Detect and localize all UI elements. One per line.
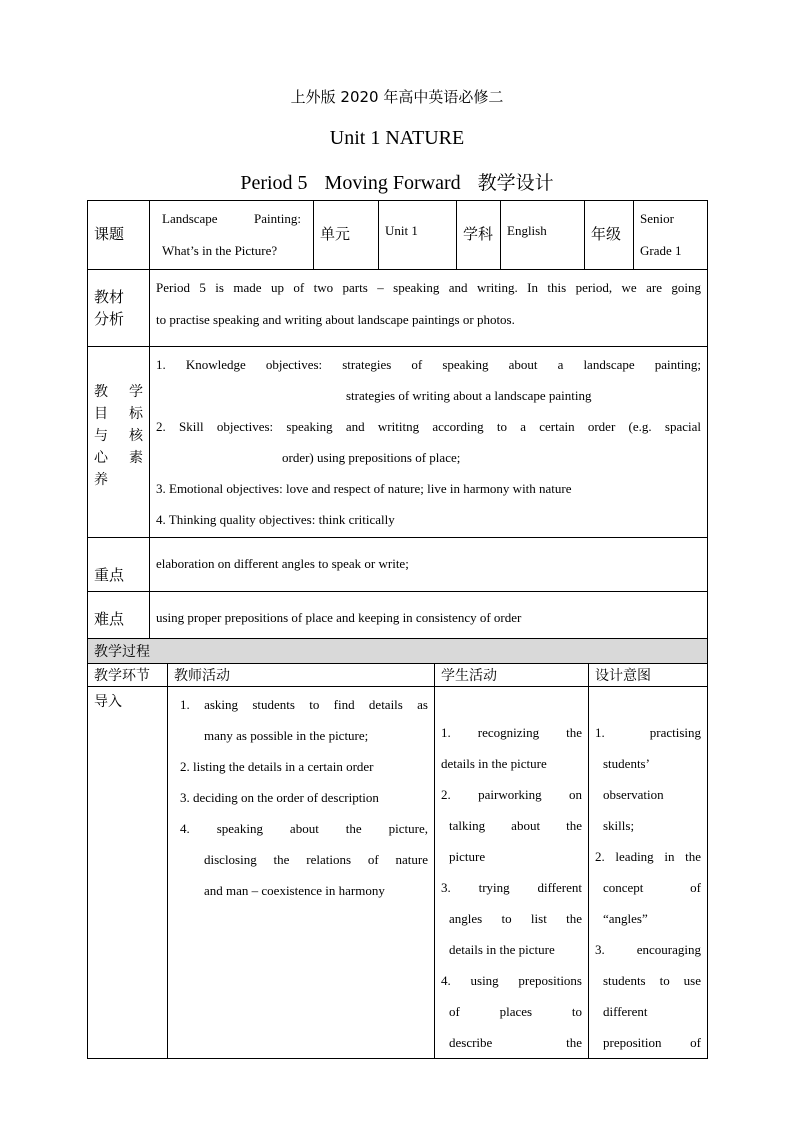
objectives-label — [88, 347, 150, 538]
topic-line-1: Landscape Painting: — [162, 211, 301, 226]
objective-line: 4. Thinking quality objectives: think critically — [156, 512, 395, 527]
objectives-text — [150, 347, 708, 538]
objective-line: order) using prepositions of place; — [282, 450, 461, 465]
teacher-line: 4. speaking about the picture, — [180, 821, 428, 836]
process-section-title: 教学过程 — [88, 639, 708, 664]
analysis-line-2: to practise speaking and writing about landscape paintings or photos. — [156, 312, 515, 327]
analysis-label-line-1: 教材 — [94, 288, 125, 306]
objective-line: strategies of writing about a landscape painting — [346, 388, 592, 403]
intent-line: “angles” — [603, 911, 648, 926]
unit-value: Unit 1 — [379, 201, 457, 270]
teacher-line: and man – coexistence in harmony — [204, 883, 385, 898]
unit-title: Unit 1 NATURE — [329, 127, 465, 149]
objectives-label-char: 心 — [94, 450, 108, 466]
grade-line-2: Grade 1 — [640, 243, 682, 258]
topic-line-2: What’s in the Picture? — [162, 243, 278, 258]
objectives-label-char: 标 — [129, 406, 143, 422]
period-suffix: 教学设计 — [477, 172, 554, 194]
design-intent-cell — [589, 687, 708, 1059]
analysis-label-line-2: 分析 — [94, 310, 125, 328]
objective-line: 3. Emotional objectives: love and respect of nature; live in harmony with nature — [156, 481, 572, 496]
intent-line: preposition of — [603, 1035, 701, 1050]
student-line: picture — [449, 849, 486, 864]
objectives-label-char: 目 — [94, 406, 108, 422]
teacher-line: 1. asking students to find details as — [180, 697, 428, 712]
intent-line: skills; — [603, 818, 635, 833]
student-line: 4. using prepositions — [441, 973, 582, 988]
key-point-label: 重点 — [88, 538, 150, 592]
student-line: 2. pairworking on — [441, 787, 582, 802]
teacher-line: 2. listing the details in a certain order — [180, 759, 374, 774]
student-line: describe the — [449, 1035, 582, 1050]
student-line: details in the picture — [449, 942, 555, 957]
teacher-activity-cell — [168, 687, 435, 1059]
objectives-label-char: 核 — [129, 428, 143, 444]
grade-label: 年级 — [585, 201, 634, 270]
teacher-line: disclosing the relations of nature — [204, 852, 428, 867]
student-line: of places to — [449, 1004, 582, 1019]
objectives-label-char: 素 — [129, 450, 143, 466]
intent-line: 2. leading in the — [595, 849, 701, 864]
analysis-text — [150, 270, 708, 347]
objectives-label-char: 教 — [94, 384, 108, 400]
teacher-line: 3. deciding on the order of description — [180, 790, 379, 805]
subject-value: English — [501, 201, 585, 270]
student-line: angles to list the — [449, 911, 582, 926]
period-topic: Moving Forward — [324, 172, 461, 194]
column-header-teacher: 教师活动 — [168, 664, 435, 687]
unit-label: 单元 — [314, 201, 379, 270]
student-line: 1. recognizing the — [441, 725, 582, 740]
column-header-stage: 教学环节 — [88, 664, 168, 687]
student-activity-cell — [435, 687, 589, 1059]
teaching-process-table — [87, 638, 708, 1059]
document-title-cn: 上外版 2020 年高中英语必修二 — [290, 88, 504, 106]
intent-line: observation — [603, 787, 664, 802]
objective-line: 2. Skill objectives: speaking and writitng according to a certain order (e.g. spacial — [156, 419, 701, 434]
column-header-student: 学生活动 — [435, 664, 589, 687]
lesson-info-table — [87, 200, 708, 647]
objectives-label-char: 养 — [94, 472, 108, 488]
intent-line: different — [603, 1004, 648, 1019]
key-point-text: elaboration on different angles to speak or write; — [150, 538, 708, 592]
intent-line: 1. practising — [595, 725, 701, 740]
analysis-label — [88, 270, 150, 347]
intent-line: 3. encouraging — [595, 942, 701, 957]
column-header-intent: 设计意图 — [589, 664, 708, 687]
stage-cell: 导入 — [88, 687, 168, 1059]
topic-value — [150, 201, 314, 270]
grade-value — [634, 201, 708, 270]
intent-line: concept of — [603, 880, 701, 895]
intent-line: students to use — [603, 973, 701, 988]
difficulty-label: 难点 — [88, 592, 150, 647]
difficulty-text: using proper prepositions of place and keeping in consistency of order — [150, 592, 708, 647]
teacher-line: many as possible in the picture; — [204, 728, 369, 743]
analysis-line-1: Period 5 is made up of two parts – speaking and writing. In this period, we are going — [156, 280, 701, 295]
objectives-label-char: 学 — [129, 384, 143, 400]
objective-line: 1. Knowledge objectives: strategies of speaking about a landscape painting; — [156, 357, 701, 372]
objectives-label-char: 与 — [94, 428, 108, 444]
topic-label: 课题 — [88, 201, 150, 270]
intent-line: students’ — [603, 756, 650, 771]
grade-line-1: Senior — [640, 211, 674, 226]
student-line: details in the picture — [441, 756, 547, 771]
period-title — [0, 168, 794, 195]
subject-label: 学科 — [457, 201, 501, 270]
period-number: Period 5 — [240, 172, 308, 194]
student-line: talking about the — [449, 818, 582, 833]
student-line: 3. trying different — [441, 880, 582, 895]
